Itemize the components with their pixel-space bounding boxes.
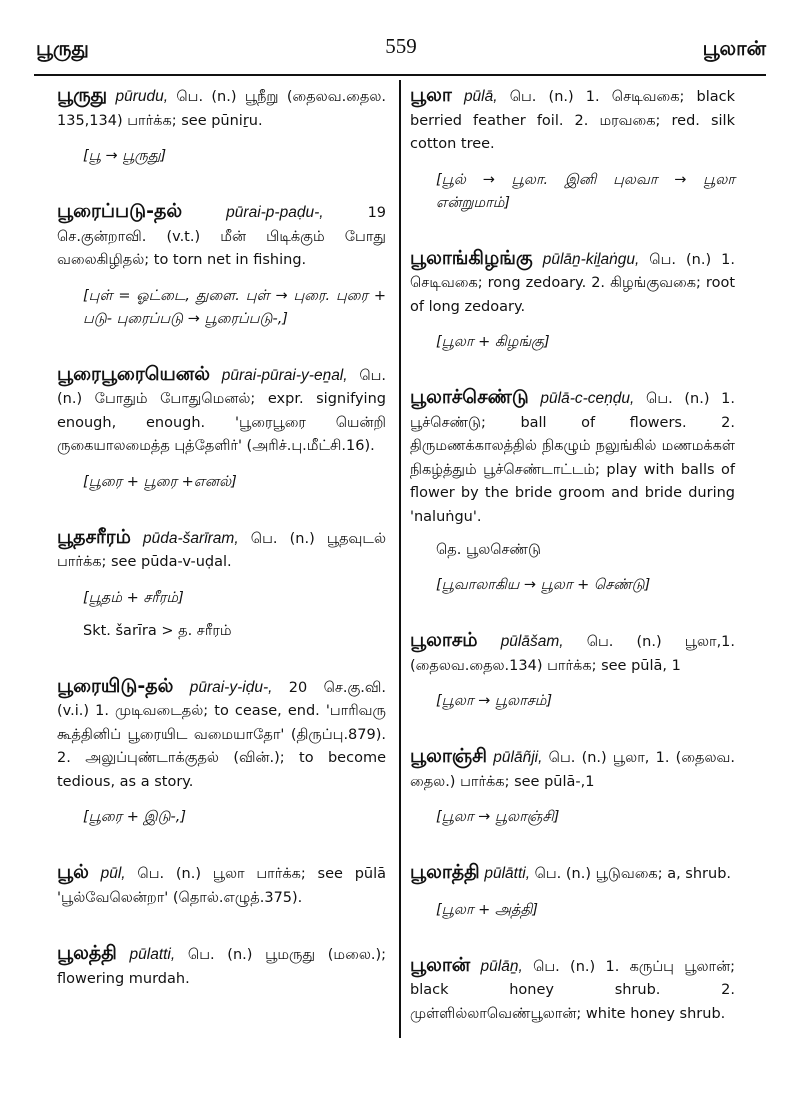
headword: பூருது bbox=[57, 84, 108, 106]
definition: பெ. (n.) 1. பூச்செண்டு; ball of flowers. 2. திருமணக்காலத்தில் நிகழும் நலுங்கில் மணமக்கள் நிகழ்த்தும் பூச்செண்டாட்டம்; play with balls of flower by the bride groom and bride during 'naluṅgu'. bbox=[410, 391, 736, 525]
definition: பெ. (n.) பூலா,1. (தைலவ.தைல.134) பார்க்க; see pūlā, 1 bbox=[410, 634, 736, 674]
etymology: [பூரை + இடு-,] bbox=[83, 809, 187, 825]
header-rule bbox=[34, 74, 766, 76]
entry-pula bbox=[410, 84, 735, 215]
definition: பெ. (n.) 1. கருப்பு பூலான்; black honey shrub. 2. முள்ளில்லாவெண்பூலான்; white honey shrub. bbox=[410, 958, 736, 1022]
right-column bbox=[410, 84, 735, 1058]
definition: 19 செ.குன்றாவி. (v.t.) மீன் பிடிக்கும் போது வலைகிழிதல்; to torn net in fishing. bbox=[57, 205, 387, 268]
entry-pulan bbox=[410, 954, 735, 1027]
definition: பெ. (n.) 1. செடிவகை; black berried feather foil. 2. மரவகை; red. silk cotton tree. bbox=[410, 89, 736, 152]
headword: பூலாஞ்சி bbox=[410, 745, 488, 767]
definition: பெ. (n.) போதும் போதுமெனல்; expr. signifying enough, enough. 'பூரைபூரை யென்றி ருகையாலமைத்த புத்தேளிர்' (அரிச்.பு.மீட்சி.16). bbox=[57, 367, 387, 454]
definition: பெ. (n.) 1. செடிவகை; rong zedoary. 2. கிழங்குவகை; root of long zedoary. bbox=[410, 251, 736, 315]
definition: பெ. (n.) பூடுவகை; a, shrub. bbox=[534, 866, 732, 882]
headword: பூல் bbox=[57, 861, 89, 883]
definition: பெ. (n.) பூமருது (மலை.); flowering murdah. bbox=[57, 947, 387, 987]
transliteration: pūrai-pūrai-y-eṉal, bbox=[221, 366, 348, 384]
entry-pul bbox=[57, 861, 386, 910]
entry-purudu bbox=[57, 84, 386, 168]
entry-pulanji bbox=[410, 745, 735, 829]
transliteration: pūda-šarīram, bbox=[143, 529, 239, 547]
entry-pulatti bbox=[57, 942, 386, 991]
page-number: 559 bbox=[385, 34, 417, 58]
transliteration: pūlatti, bbox=[129, 946, 176, 963]
headword: பூரைப்படு-தல் bbox=[57, 200, 183, 222]
etymology: [பூரை + பூரை +எனல்] bbox=[83, 473, 237, 490]
entry-pulankizhangu bbox=[410, 247, 735, 355]
entry-puraipuraiyenal bbox=[57, 363, 386, 494]
etymology: [பூலா → பூலாஞ்சி] bbox=[436, 809, 560, 825]
etymology: [பூவாலாகிய → பூலா + செண்டு] bbox=[436, 577, 651, 593]
definition: பெ. (n.) பூதவுடல் பார்க்க; see pūda-v-uḍal. bbox=[57, 530, 387, 570]
definition: பெ. (n.) பூலா, 1. (தைலவ. தைல.) பார்க்க; see pūlā-,1 bbox=[410, 750, 736, 790]
entry-pulaccendu bbox=[410, 386, 735, 597]
transliteration: pūlā, bbox=[463, 88, 498, 105]
headword: பூலாத்தி bbox=[410, 861, 480, 883]
headword: பூலாங்கிழங்கு bbox=[410, 246, 533, 269]
header-right-guideword: பூலான் bbox=[702, 36, 766, 60]
etymology: [பூலா → பூலாசம்] bbox=[436, 693, 553, 709]
entry-puraiyidu bbox=[57, 675, 386, 830]
entry-pudasariram bbox=[57, 526, 386, 643]
transliteration: pūlā-c-ceṇḍu, bbox=[540, 390, 635, 407]
headword: பூலான் bbox=[410, 953, 471, 976]
entry-pulasam bbox=[410, 629, 735, 713]
transliteration: pūlāšam, bbox=[500, 633, 564, 650]
etymology: [பூல் → பூலா. இனி புலவா → பூலா என்றுமாம்] bbox=[436, 171, 735, 211]
page-header bbox=[36, 30, 766, 62]
left-column bbox=[57, 84, 386, 1023]
transliteration: pūrai-y-iḍu-, bbox=[189, 678, 273, 696]
headword: பூரையிடு-தல் bbox=[57, 674, 174, 697]
headword: பூலாசம் bbox=[410, 629, 478, 651]
telugu-note: தெ. பூலசெண்டு bbox=[436, 542, 541, 558]
headword: பூலத்தி bbox=[57, 942, 117, 964]
etymology: [பூதம் + சரீரம்] bbox=[83, 589, 184, 606]
headword: பூதசரீரம் bbox=[57, 525, 131, 548]
transliteration: pūlāṉ-kiḻaṅgu, bbox=[542, 250, 640, 268]
header-left-guideword: பூருது bbox=[36, 36, 89, 60]
column-divider bbox=[399, 80, 401, 1038]
definition: பெ. (n.) பூநீறு (தைலவ.தைல. 135,134) பார்க்க; see pūniṟu. bbox=[57, 89, 386, 129]
headword: பூலா bbox=[410, 84, 452, 106]
transliteration: pūrudu, bbox=[115, 88, 169, 105]
transliteration: pūlātti, bbox=[484, 865, 530, 882]
transliteration: pūlāñji, bbox=[493, 749, 543, 766]
etymology: [பூலா + கிழங்கு] bbox=[436, 334, 550, 350]
etymology: [புள் = ஓட்டை, துளை. புள் → புரை. புரை + படு- புரைப்படு → பூரைப்படு-,] bbox=[83, 287, 386, 327]
sanskrit-note: Skt. šarīra > த. சரீரம் bbox=[83, 622, 232, 639]
transliteration: pūlāṉ, bbox=[480, 957, 523, 975]
etymology: [பூ → பூருது] bbox=[83, 148, 167, 164]
entry-puraippadu bbox=[57, 200, 386, 331]
headword: பூரைபூரையெனல் bbox=[57, 362, 211, 385]
definition: 20 செ.கு.வி. (v.i.) 1. முடிவடைதல்; to cease, end. 'பாரிவரு கூத்தினிப் பூரையிட வமையாதோ' (திருப்பு.879). 2. அலுப்புண்டாக்குதல் (வின்.); to become tedious, as a story. bbox=[57, 679, 387, 790]
transliteration: pūl, bbox=[100, 865, 126, 882]
headword: பூலாச்செண்டு bbox=[410, 386, 529, 408]
etymology: [பூலா + அத்தி] bbox=[436, 901, 538, 918]
transliteration: pūrai-p-paḍu-, bbox=[226, 204, 324, 221]
definition: பெ. (n.) பூலா பார்க்க; see pūlā 'பூல்வேலென்றா' (தொல்.எழுத்.375). bbox=[57, 866, 387, 906]
entry-pulatti-shrub bbox=[410, 861, 735, 922]
